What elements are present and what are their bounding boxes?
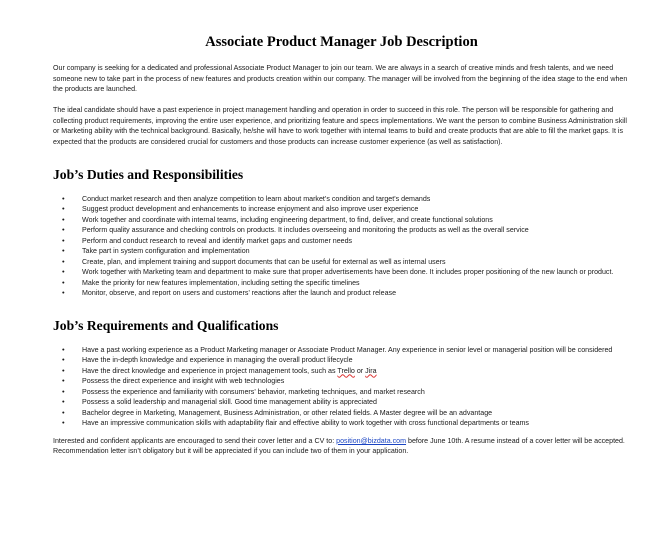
- list-item: • Have the in-depth knowledge and experience in managing the overall product lifecycle: [82, 355, 630, 366]
- page-title: Associate Product Manager Job Description: [205, 34, 478, 50]
- duties-heading: Job’s Duties and Responsibilities: [53, 166, 244, 182]
- list-item: • Bachelor degree in Marketing, Management, Business Administration, or other related fields. A Master degree will be an advantage: [82, 408, 630, 419]
- intro-paragraph-1: Our company is seeking for a dedicated and professional Associate Product Manager to join our team. We are always in a search of creative minds and fresh talents, and we need someone new to take part in the process of new features and products creation within our company. The manager will be involved from the beginning of the idea stage to the end when the products are launched.: [53, 64, 628, 94]
- requirements-list: [53, 345, 630, 429]
- list-item: • Create, plan, and implement training and support documents that can be useful for external as well as internal users: [82, 257, 630, 268]
- list-item: • Monitor, observe, and report on users and customers’ reactions after the launch and product release: [82, 288, 630, 299]
- list-item: • Possess a solid leadership and managerial skill. Good time management ability is appreciated: [82, 397, 630, 408]
- list-item: • Work together and coordinate with internal teams, including engineering department, to find, deliver, and create functional solutions: [82, 215, 630, 226]
- list-item: • Have a past working experience as a Product Marketing manager or Associate Product Manager. Any experience in senior level or managerial position will be considered: [82, 345, 630, 356]
- list-item-tools: [82, 366, 630, 377]
- list-item: • Work together with Marketing team and department to make sure that proper advertisements have been done. It includes proper positioning of the new launch or product.: [82, 267, 630, 278]
- tool-jira: Jira: [365, 366, 377, 375]
- list-item: • Make the priority for new features implementation, including setting the specific timelines: [82, 278, 630, 289]
- duties-list: [53, 194, 630, 299]
- list-item: • Conduct market research and then analyze competition to learn about market’s condition and target’s demands: [82, 194, 630, 205]
- closing-suffix: before June 10th. A resume instead of a cover letter will be accepted. Recommendation letter isn’t obligatory but it will be appreciated if you can include two of them in your application.: [53, 436, 625, 456]
- closing-paragraph: [53, 436, 630, 457]
- tools-joiner: or: [354, 366, 366, 375]
- list-item: • Take part in system configuration and implementation: [82, 246, 630, 257]
- tool-trello: Trello: [337, 366, 355, 375]
- list-item: • Have an impressive communication skills with adaptability flair and effective ability to work together with cross functional departments or teams: [82, 418, 630, 429]
- tools-prefix: Have the direct knowledge and experience in project management tools, such as: [82, 366, 338, 375]
- intro-paragraph-2: The ideal candidate should have a past experience in project management handling and operation in order to succeed in this role. The person will be responsible for gathering and collecting product requirements, improving the entire user experience, and prioritizing feature and specs implementations. We want the person to combine Business Administration skill or Marketing ability with the technical background. Basically, he/she will have to work together with internal teams to build and create products that are able to fill the market gaps. It is expected that the products are considered crucial for customers and those products can increase customer experience (as well as satisfaction).: [53, 106, 627, 147]
- list-item: • Perform and conduct research to reveal and identify market gaps and customer needs: [82, 236, 630, 247]
- requirements-heading: Job’s Requirements and Qualifications: [53, 317, 279, 333]
- list-item: • Possess the direct experience and insight with web technologies: [82, 376, 630, 387]
- email-link[interactable]: position@bizdata.com: [336, 436, 407, 445]
- list-item: • Perform quality assurance and checking controls on products. It includes overseeing and monitoring the products as well as the overall service: [82, 225, 630, 236]
- closing-prefix: Interested and confident applicants are encouraged to send their cover letter and a CV to:: [53, 436, 337, 445]
- list-item: • Suggest product development and enhancements to increase enjoyment and also improve user experience: [82, 204, 630, 215]
- list-item: • Possess the experience and familiarity with consumers’ behavior, marketing techniques, and market research: [82, 387, 630, 398]
